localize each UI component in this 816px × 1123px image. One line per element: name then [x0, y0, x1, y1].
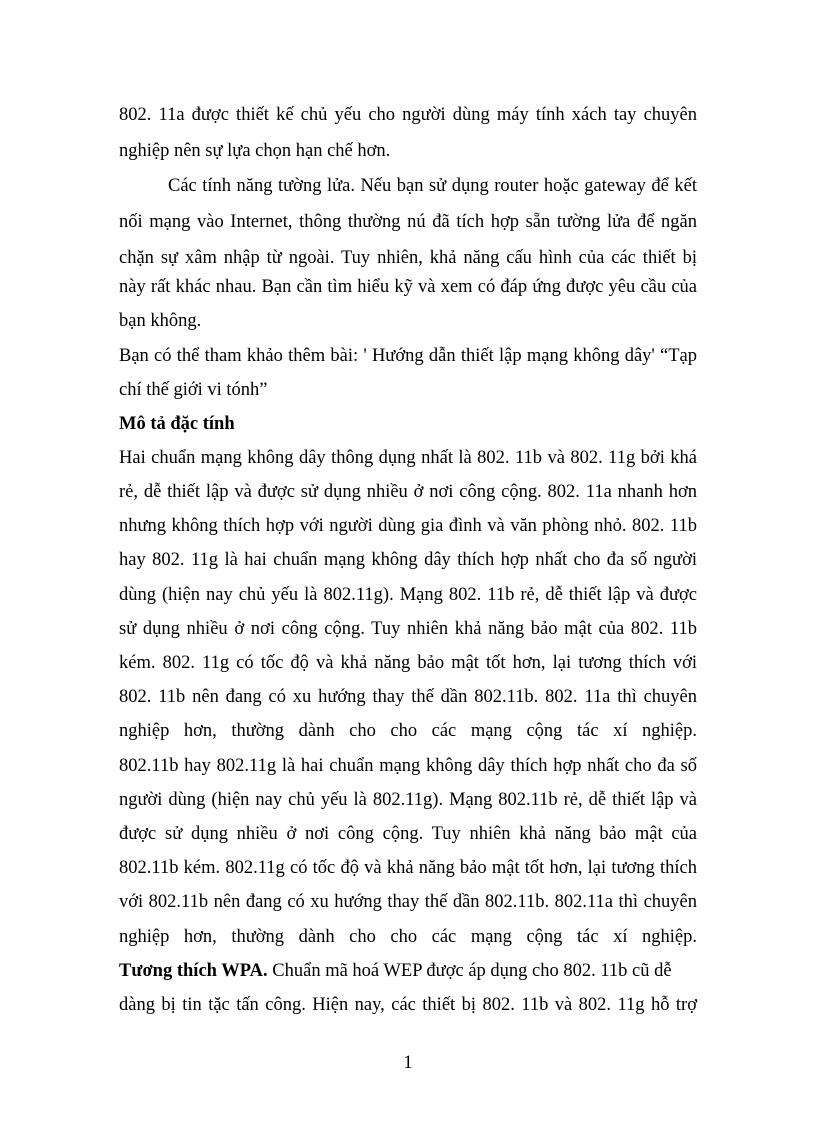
- text-line: sử dụng nhiều ở nơi công cộng. Tuy nhiên khả năng bảo mật của 802. 11b: [119, 619, 697, 639]
- text-line: chí thế giới vi tónh”: [119, 380, 268, 400]
- page-number: 1: [403, 1053, 413, 1073]
- text-line: 802.11b hay 802.11g là hai chuẩn mạng không dây thích hợp nhất cho đa số: [119, 756, 697, 776]
- text-line: Các tính năng tường lửa. Nếu bạn sử dụng router hoặc gateway để kết: [168, 176, 697, 196]
- text-line: nối mạng vào Internet, thông thường nú đã tích hợp sẵn tường lửa để ngăn: [119, 212, 697, 232]
- text-line: Bạn có thể tham khảo thêm bài: ' Hướng dẫn thiết lập mạng không dây' “Tạp: [119, 346, 697, 366]
- text-line: dàng bị tin tặc tấn công. Hiện nay, các thiết bị 802. 11b và 802. 11g hỗ trợ: [119, 995, 697, 1015]
- section-heading: Mô tả đặc tính: [119, 414, 235, 434]
- text-line: 802. 11a được thiết kế chủ yếu cho người dùng máy tính xách tay chuyên: [119, 105, 697, 125]
- text-line-mixed: [119, 956, 697, 986]
- text-line: rẻ, dễ thiết lập và được sử dụng nhiều ở nơi công cộng. 802. 11a nhanh hơn: [119, 482, 697, 502]
- text-line: với 802.11b nên đang có xu hướng thay thế dần 802.11b. 802.11a thì chuyên: [119, 892, 697, 912]
- bold-run-wpa: Tương thích WPA.: [119, 961, 268, 981]
- text-line: 802.11b kém. 802.11g có tốc độ và khả năng bảo mật tốt hơn, lại tương thích: [119, 858, 697, 878]
- text-line: dùng (hiện nay chủ yếu là 802.11g). Mạng 802. 11b rẻ, dễ thiết lập và được: [119, 585, 697, 605]
- text-run: Chuẩn mã hoá WEP được áp dụng cho 802. 11b cũ dễ: [267, 961, 672, 981]
- text-line: kém. 802. 11g có tốc độ và khả năng bảo mật tốt hơn, lại tương thích với: [119, 653, 697, 673]
- text-line: chặn sự xâm nhập từ ngoài. Tuy nhiên, khả năng cấu hình của các thiết bị: [119, 248, 697, 268]
- text-line: nghiệp nên sự lựa chọn hạn chế hơn.: [119, 141, 391, 161]
- text-line: hay 802. 11g là hai chuẩn mạng không dây thích hợp nhất cho đa số người: [119, 550, 697, 570]
- text-line: Hai chuẩn mạng không dây thông dụng nhất là 802. 11b và 802. 11g bởi khá: [119, 448, 697, 468]
- text-line: 802. 11b nên đang có xu hướng thay thế dần 802.11b. 802. 11a thì chuyên: [119, 687, 697, 707]
- text-line: nghiệp hơn, thường dành cho cho các mạng cộng tác xí nghiệp.: [119, 721, 697, 741]
- text-line: người dùng (hiện nay chủ yếu là 802.11g). Mạng 802.11b rẻ, dễ thiết lập và: [119, 790, 697, 810]
- text-line: nghiệp hơn, thường dành cho cho các mạng cộng tác xí nghiệp.: [119, 927, 697, 947]
- text-line: này rất khác nhau. Bạn cần tìm hiểu kỹ và xem có đáp ứng được yêu cầu của: [119, 277, 697, 297]
- text-line: được sử dụng nhiều ở nơi công cộng. Tuy nhiên khả năng bảo mật của: [119, 824, 697, 844]
- text-line: bạn không.: [119, 311, 202, 331]
- text-line: nhưng không thích hợp với người dùng gia đình và văn phòng nhỏ. 802. 11b: [119, 516, 697, 536]
